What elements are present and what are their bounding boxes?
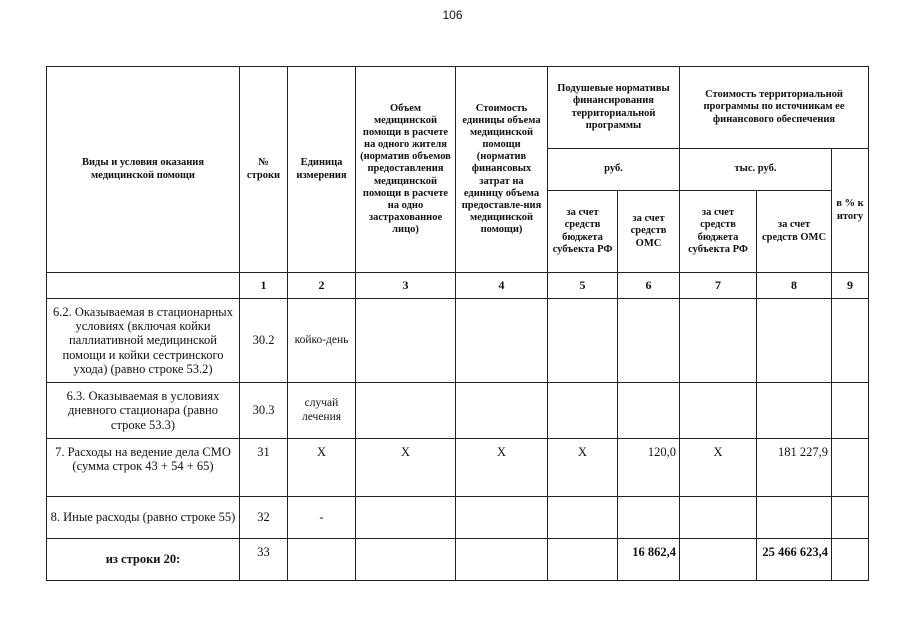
cell <box>757 383 832 439</box>
column-number: 2 <box>288 273 356 299</box>
header-oms: за счет средств ОМС <box>618 191 680 273</box>
cell <box>618 299 680 383</box>
cell <box>456 299 548 383</box>
cell <box>680 497 757 539</box>
cell <box>548 497 618 539</box>
row-unit: случай лечения <box>288 383 356 439</box>
cell <box>548 539 618 581</box>
cell <box>456 497 548 539</box>
row-number: 32 <box>240 497 288 539</box>
cell <box>356 383 456 439</box>
cell: 181 227,9 <box>757 439 832 497</box>
table-row <box>47 383 869 439</box>
column-number: 7 <box>680 273 757 299</box>
row-label: 6.3. Оказываемая в условиях дневного стационара (равно строке 53.3) <box>47 383 240 439</box>
cell <box>832 299 869 383</box>
cell <box>548 383 618 439</box>
header-program-cost: Стоимость территориальной программы по источникам ее финансового обеспечения <box>680 67 869 149</box>
cell: Х <box>288 439 356 497</box>
row-number: 33 <box>240 539 288 581</box>
header-unit: Единица измерения <box>288 67 356 273</box>
cell <box>356 539 456 581</box>
cell <box>757 497 832 539</box>
cell <box>618 497 680 539</box>
column-number: 3 <box>356 273 456 299</box>
financing-table <box>46 66 869 581</box>
column-number: 8 <box>757 273 832 299</box>
cell <box>832 539 869 581</box>
row-label: 7. Расходы на ведение дела СМО (сумма строк 43 + 54 + 65) <box>47 439 240 497</box>
header-percent: в % к итогу <box>832 149 869 273</box>
cell <box>832 439 869 497</box>
cell: Х <box>680 439 757 497</box>
header-types: Виды и условия оказания медицинской помощи <box>47 67 240 273</box>
header-budget-rf: за счет средств бюджета субъекта РФ <box>548 191 618 273</box>
header-budget-rf-thousand: за счет средств бюджета субъекта РФ <box>680 191 757 273</box>
header-volume: Объем медицинской помощи в расчете на одного жителя (норматив объемов предоставления медицинской помощи в расчете на одно застрахованное лицо) <box>356 67 456 273</box>
cell: Х <box>548 439 618 497</box>
row-label: из строки 20: <box>47 539 240 581</box>
row-number: 30.3 <box>240 383 288 439</box>
cell: 120,0 <box>618 439 680 497</box>
column-number: 1 <box>240 273 288 299</box>
cell: 16 862,4 <box>618 539 680 581</box>
header-row-number: № строки <box>240 67 288 273</box>
column-numbers-row <box>47 273 869 299</box>
cell <box>356 299 456 383</box>
row-label: 6.2. Оказываемая в стационарных условиях (включая койки паллиативной медицинской помощи и койки сестринского ухода) (равно строке 53.2) <box>47 299 240 383</box>
cell: 25 466 623,4 <box>757 539 832 581</box>
column-number: 9 <box>832 273 869 299</box>
header-per-capita: Подушевые нормативы финансирования территориальной программы <box>548 67 680 149</box>
cell <box>548 299 618 383</box>
cell <box>618 383 680 439</box>
cell <box>456 539 548 581</box>
column-number: 4 <box>456 273 548 299</box>
table-row <box>47 439 869 497</box>
page-number: 106 <box>442 8 463 22</box>
header-unit-rub: руб. <box>548 149 680 191</box>
cell <box>832 497 869 539</box>
cell <box>757 299 832 383</box>
cell <box>356 497 456 539</box>
cell <box>680 383 757 439</box>
table-row <box>47 497 869 539</box>
cell <box>680 539 757 581</box>
column-number: 6 <box>618 273 680 299</box>
row-number: 31 <box>240 439 288 497</box>
column-number: 5 <box>548 273 618 299</box>
header-unit-thousand-rub: тыс. руб. <box>680 149 832 191</box>
cell <box>456 383 548 439</box>
cell: Х <box>356 439 456 497</box>
column-number <box>47 273 240 299</box>
cell <box>288 539 356 581</box>
table-row <box>47 539 869 581</box>
cell <box>680 299 757 383</box>
cell: Х <box>456 439 548 497</box>
row-label: 8. Иные расходы (равно строке 55) <box>47 497 240 539</box>
row-number: 30.2 <box>240 299 288 383</box>
row-unit: койко-день <box>288 299 356 383</box>
cell <box>832 383 869 439</box>
cell: - <box>288 497 356 539</box>
table-row <box>47 299 869 383</box>
header-oms-thousand: за счет средств ОМС <box>757 191 832 273</box>
header-unit-cost: Стоимость единицы объема медицинской помощи (норматив финансовых затрат на единицу объема предоставле-ния медицинской помощи) <box>456 67 548 273</box>
